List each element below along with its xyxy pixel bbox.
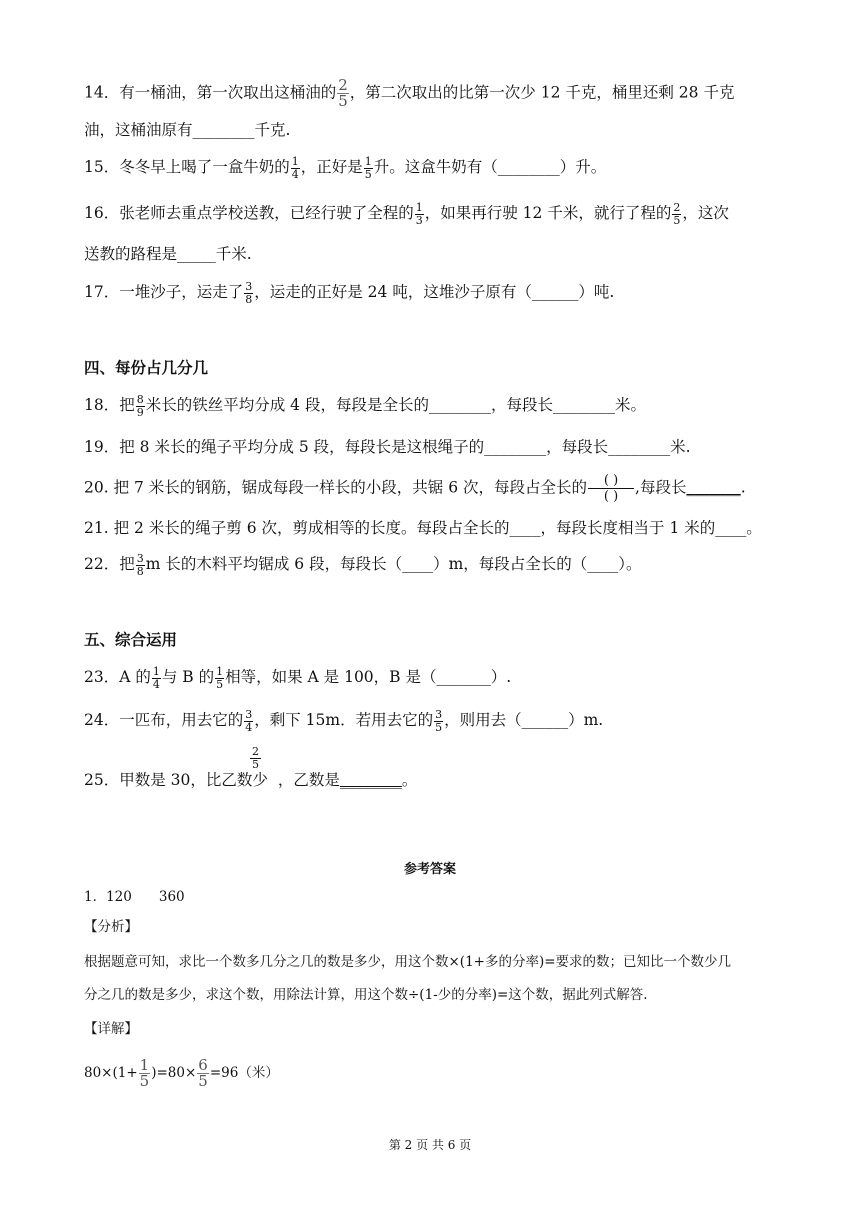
question-14: 14．有一桶油，第一次取出这桶油的 $\frac{2}{5}$ ，第二次取出的比第一次少 12 千克，桶里还剩 28 千克	[84, 76, 735, 110]
detail-calculation: 80×(1+ $\frac{1}{5}$ )=80× $\frac{6}{5}$ =96（米）	[84, 1056, 279, 1090]
answer-blank: ________	[339, 771, 402, 789]
answer-1: 1．120 360	[84, 889, 185, 905]
section-heading-5: 五、综合运用	[84, 631, 178, 649]
analysis-line-1: 根据题意可知，求比一个数多几分之几的数是多少，用这个数×(1+多的分率)=要求的数；已知比一个数少几	[84, 954, 732, 970]
question-18: 18．把 $\frac{8}{9}$ 米长的铁丝平均分成 4 段，每段是全长的________，每段长________米。	[84, 392, 646, 419]
fraction-raised: $\frac{2}{5}$	[252, 745, 259, 771]
detail-tag: 【详解】	[84, 1021, 138, 1037]
fraction: $\frac{8}{9}$	[136, 392, 144, 419]
question-20: 20. 把 7 米长的钢筋，锯成每段一样长的小段，共锯 6 次，每段占全长的 $\frac{( )}{( )}$ ,每段长_______.	[84, 473, 746, 504]
fraction: $\frac{1}{5}$	[216, 664, 224, 691]
fraction: $\frac{2}{5}$	[673, 200, 681, 227]
question-16: 16．张老师去重点学校送教，已经行驶了全程的 $\frac{1}{3}$ ，如果再行驶 12 千米，就行了程的 $\frac{2}{5}$ ，这次	[84, 200, 729, 227]
question-15: 15．冬冬早上喝了一盒牛奶的 $\frac{1}{4}$ ，正好是 $\frac{1}{5}$ 升。这盒牛奶有（________）升。	[84, 154, 607, 181]
fraction: $\frac{3}{8}$	[245, 279, 253, 306]
fraction: $\frac{1}{4}$	[291, 154, 299, 181]
question-19: 19．把 8 米长的绳子平均分成 5 段，每段长是这根绳子的________，每段长________米.	[84, 438, 691, 456]
question-23: 23．A 的 $\frac{1}{4}$ 与 B 的 $\frac{1}{5}$ 相等，如果 A 是 100，B 是（_______）.	[84, 664, 512, 691]
question-16-line2: 送教的路程是_____千米.	[84, 245, 252, 263]
question-21: 21. 把 2 米长的绳子剪 6 次，剪成相等的长度。每段占全长的____，每段长度相当于 1 米的____。	[84, 519, 762, 537]
fraction: $\frac{1}{5}$	[364, 154, 372, 181]
question-25: 25．甲数是 30，比乙数少 ，乙数是________。	[84, 771, 418, 789]
fraction: $\frac{1}{4}$	[152, 664, 160, 691]
fraction: $\frac{3}{8}$	[136, 551, 144, 578]
analysis-line-2: 分之几的数是多少，求这个数，用除法计算，用这个数÷(1-少的分率)=这个数，据此列式解答.	[84, 987, 648, 1003]
question-24: 24．一匹布，用去它的 $\frac{3}{4}$ ，剩下 15m．若用去它的 $\frac{3}{5}$ ，则用去（______）m.	[84, 707, 604, 734]
answers-title: 参考答案	[403, 862, 456, 877]
fraction: $\frac{6}{5}$	[198, 1056, 208, 1090]
answer-blank: _______	[686, 478, 741, 497]
fraction: $\frac{3}{4}$	[245, 707, 253, 734]
analysis-tag: 【分析】	[84, 919, 138, 935]
question-22: 22．把 $\frac{3}{8}$ m 长的木料平均锯成 6 段，每段长（____）m，每段占全长的（____）。	[84, 551, 642, 578]
fraction: $\frac{2}{5}$	[338, 76, 348, 110]
fraction: $\frac{3}{5}$	[435, 707, 443, 734]
page-footer: 第 2 页 共 6 页	[388, 1138, 472, 1152]
fraction: $\frac{1}{3}$	[415, 200, 423, 227]
question-14-line2: 油，这桶油原有________千克.	[84, 121, 291, 139]
fraction: $\frac{1}{5}$	[139, 1056, 150, 1090]
section-heading-4: 四、每份占几分几	[84, 359, 209, 377]
fraction-blank: $\frac{( )}{( )}$	[588, 473, 634, 504]
question-17: 17．一堆沙子，运走了 $\frac{3}{8}$ ，运走的正好是 24 吨，这堆沙子原有（______）吨.	[84, 279, 615, 306]
